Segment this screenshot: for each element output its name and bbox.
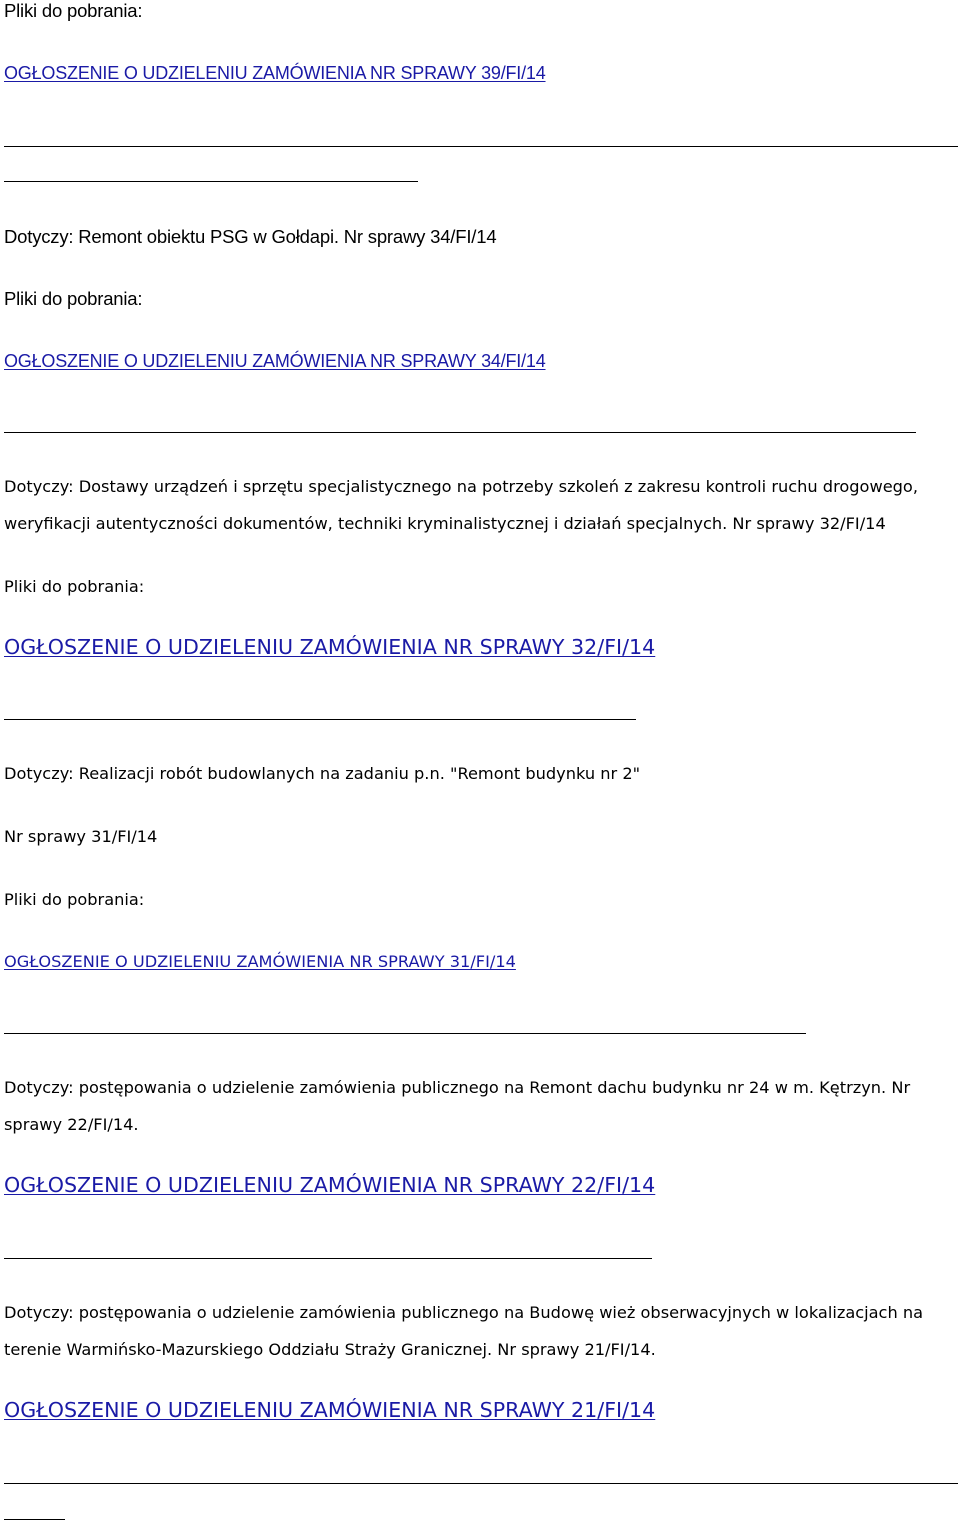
subject-text-line2: weryfikacji autentyczności dokumentów, techniki kryminalistycznej i działań specjalnych. Nr sprawy 32/FI/14 [4,514,886,533]
separator-line [4,1483,958,1484]
files-label: Pliki do pobrania: [4,0,143,21]
announcement-link-21[interactable]: OGŁOSZENIE O UDZIELENIU ZAMÓWIENIA NR SPRAWY 21/FI/14 [4,1398,656,1422]
announcement-link-39[interactable]: OGŁOSZENIE O UDZIELENIU ZAMÓWIENIA NR SPRAWY 39/FI/14 [4,63,546,83]
subject-text-line1: Dotyczy: postępowania o udzielenie zamówienia publicznego na Remont dachu budynku nr 24 w m. Kętrzyn. Nr [4,1078,911,1097]
announcement-link-32[interactable]: OGŁOSZENIE O UDZIELENIU ZAMÓWIENIA NR SPRAWY 32/FI/14 [4,635,656,659]
files-label: Pliki do pobrania: [4,890,145,909]
separator-line [4,181,418,182]
announcement-link-31[interactable]: OGŁOSZENIE O UDZIELENIU ZAMÓWIENIA NR SPRAWY 31/FI/14 [4,952,516,971]
separator-line [4,146,958,147]
separator-line [4,719,636,720]
separator-line [4,1519,65,1520]
subject-text-line2: sprawy 22/FI/14. [4,1115,139,1134]
subject-text-line2: terenie Warmińsko-Mazurskiego Oddziału Straży Granicznej. Nr sprawy 21/FI/14. [4,1340,656,1359]
separator-line [4,1258,652,1259]
announcement-link-22[interactable]: OGŁOSZENIE O UDZIELENIU ZAMÓWIENIA NR SPRAWY 22/FI/14 [4,1173,656,1197]
subject-text-line1: Dotyczy: Dostawy urządzeń i sprzętu specjalistycznego na potrzeby szkoleń z zakresu kontroli ruchu drogowego, [4,477,918,496]
separator-line [4,432,916,433]
files-label: Pliki do pobrania: [4,577,145,596]
subject-text: Dotyczy: Realizacji robót budowlanych na zadaniu p.n. "Remont budynku nr 2" [4,764,641,783]
subject-text-line1: Dotyczy: postępowania o udzielenie zamówienia publicznego na Budowę wież obserwacyjnych w lokalizacjach na [4,1303,924,1322]
case-number: Nr sprawy 31/FI/14 [4,827,158,846]
announcement-link-34[interactable]: OGŁOSZENIE O UDZIELENIU ZAMÓWIENIA NR SPRAWY 34/FI/14 [4,351,546,371]
separator-line [4,1033,806,1034]
files-label: Pliki do pobrania: [4,288,143,309]
subject-text: Dotyczy: Remont obiektu PSG w Gołdapi. Nr sprawy 34/FI/14 [4,226,497,247]
